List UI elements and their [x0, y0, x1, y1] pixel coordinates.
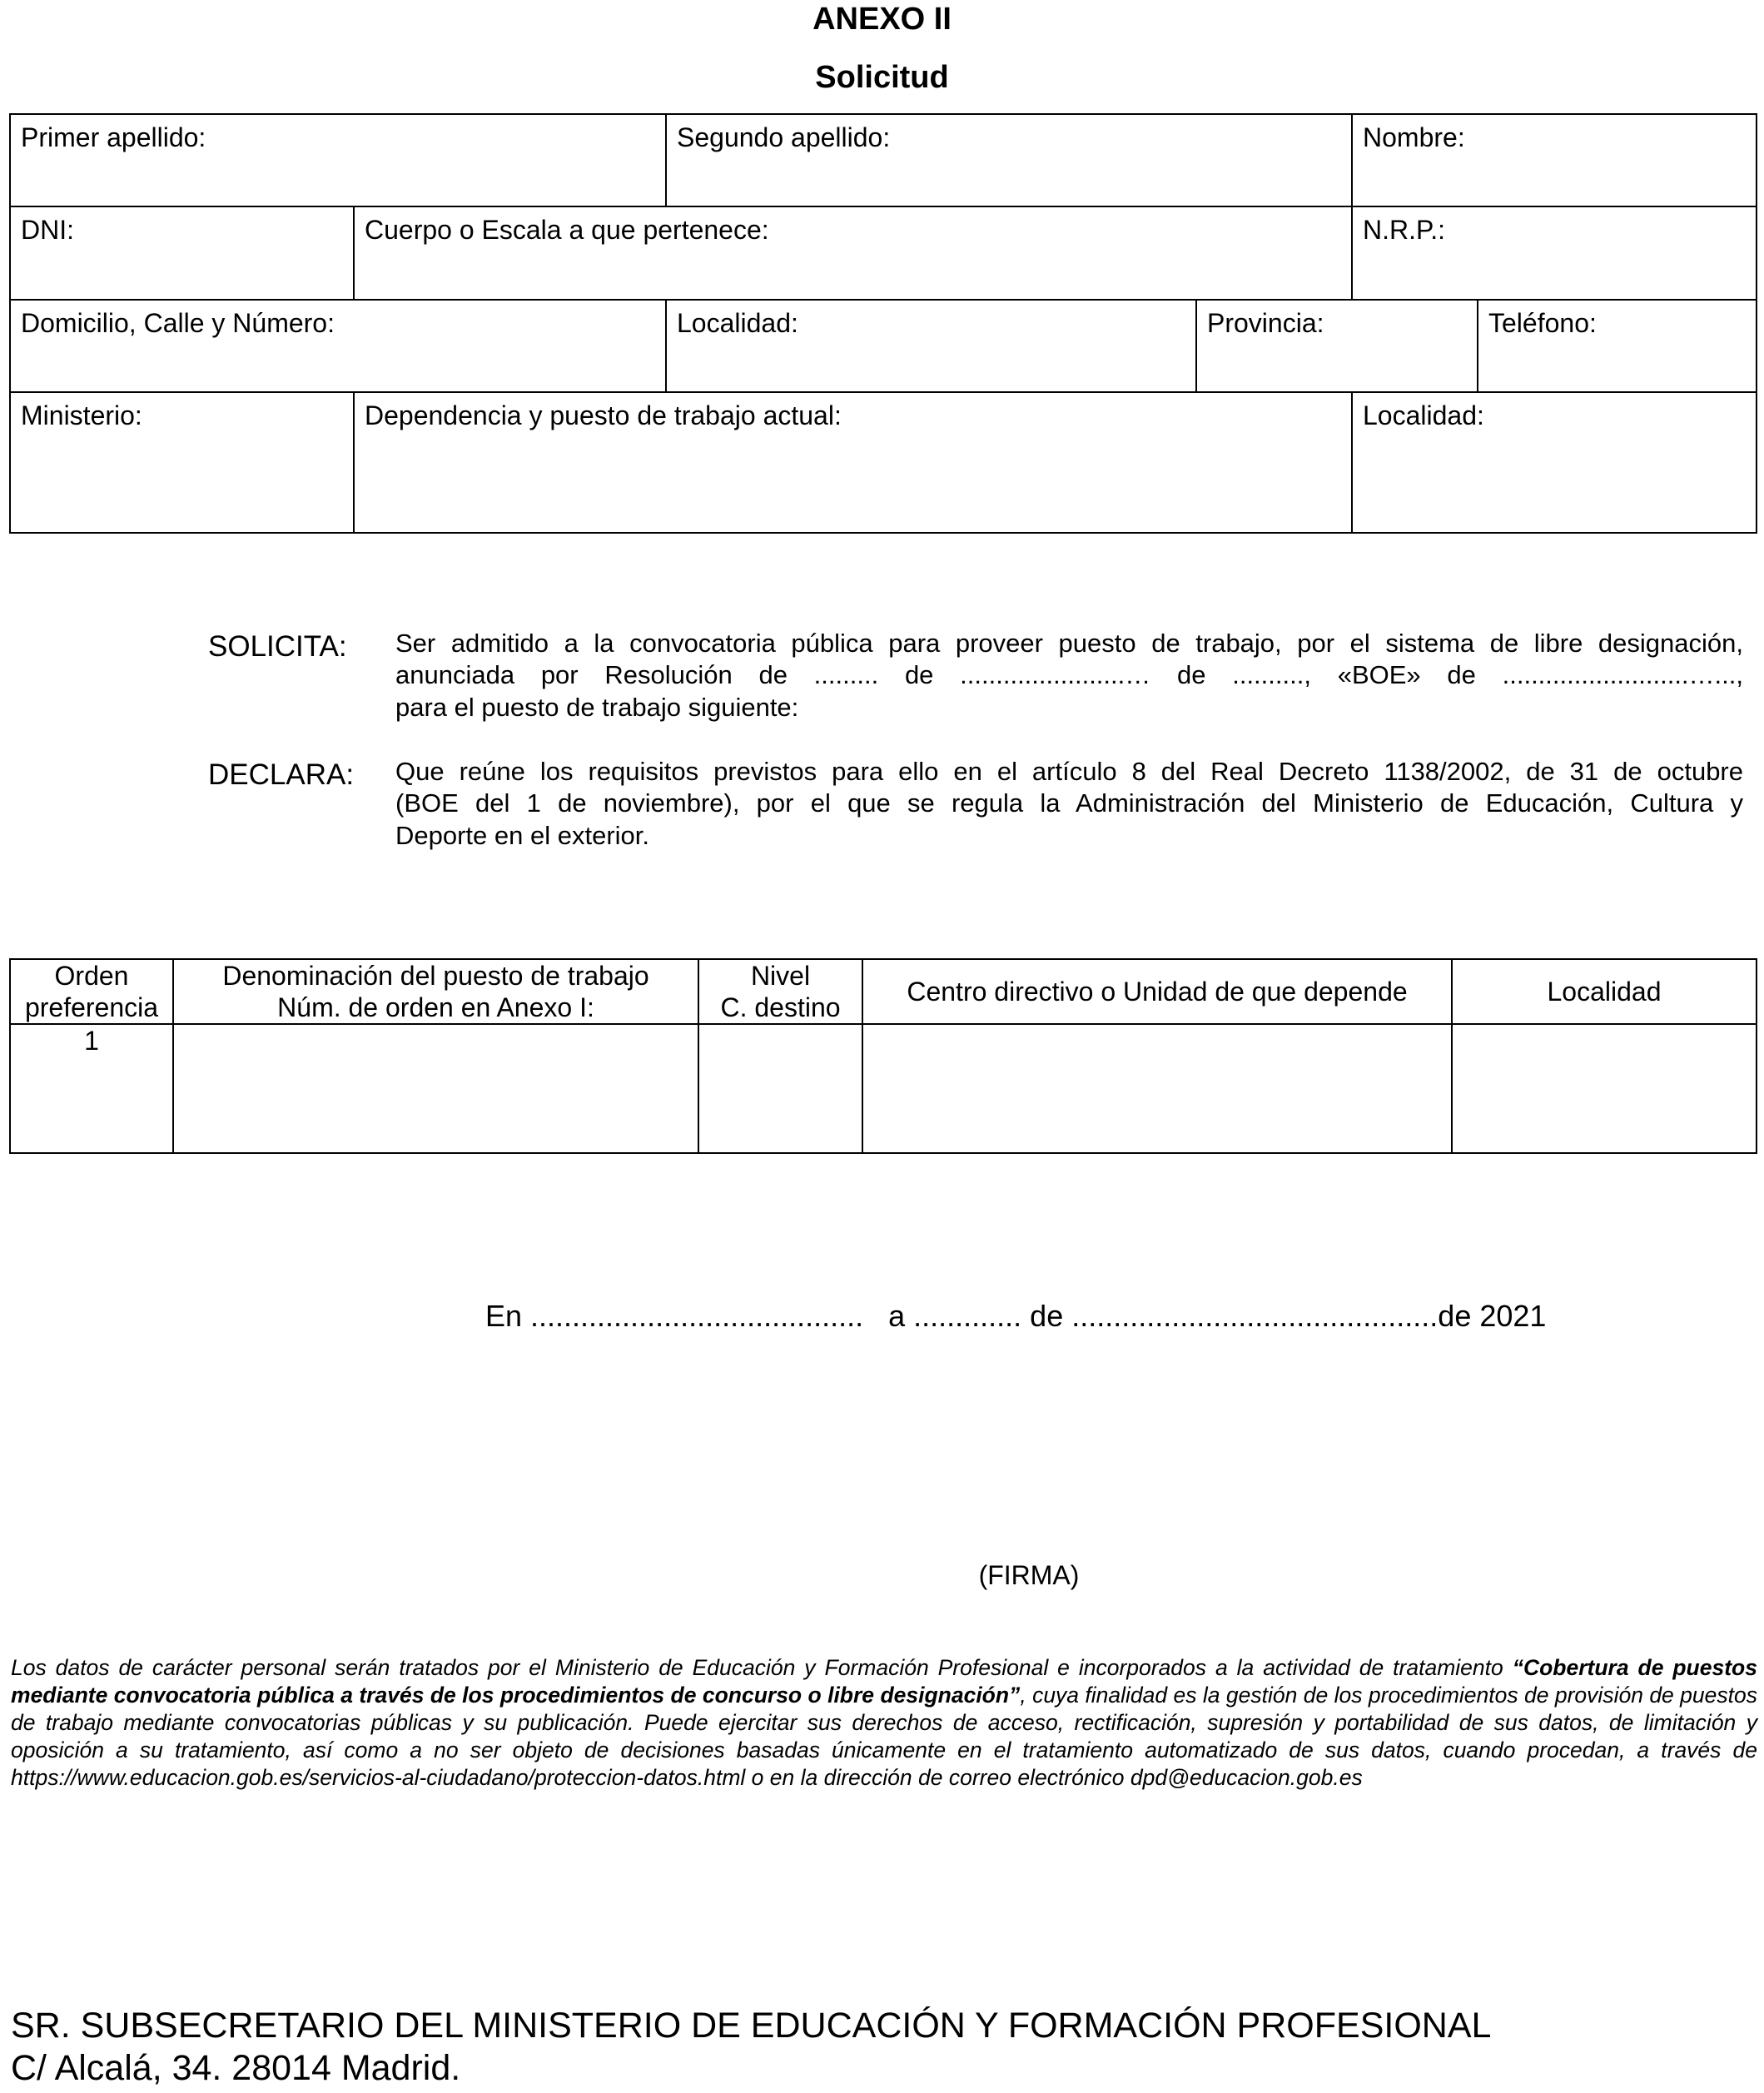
privacy-text-2: , cuya finalidad es la gestión de los procedimientos de provisión de puestos de trabajo mediante convocatorias públicas y su publicación. Puede ejercitar sus derechos de acceso, rectificación, supresión y portabilidad de sus datos, de limitación y oposición a su tratamiento, así como a no ser objeto de decisiones basadas únicamente en el tratamiento automatizado de sus datos, cuando procedan, a través de https://www.educacion.gob.es/servicios-al-ciudadano/proteccion-datos.html o en la dirección de correo electrónico dpd@educacion.gob.es [11, 1683, 1757, 1790]
solicita-line-2: anunciada por Resolución de ......... de .......................… de .........., «BOE» de ..........................…..., [395, 660, 1743, 689]
nivel-header-line-1: Nivel [750, 961, 811, 991]
provincia-field[interactable]: Provincia: [1197, 301, 1478, 391]
denominacion-header-line-2: Núm. de orden en Anexo I: [277, 992, 594, 1022]
nivel-header [698, 959, 862, 1024]
orden-header [10, 959, 173, 1024]
solicita-label: SOLICITA: [208, 630, 347, 663]
addressee-line-1: SR. SUBSECRETARIO DEL MINISTERIO DE EDUCACIÓN Y FORMACIÓN PROFESIONAL [11, 2006, 1492, 2046]
cuerpo-escala-field[interactable]: Cuerpo o Escala a que pertenece: [355, 207, 1353, 299]
positions-table [9, 958, 1757, 1154]
privacy-text-1: Los datos de carácter personal serán tratados por el Ministerio de Educación y Formación Profesional e incorporados a la actividad de tratamiento [11, 1655, 1513, 1680]
declara-label: DECLARA: [208, 758, 355, 791]
addressee-line-2: C/ Alcalá, 34. 28014 Madrid. [11, 2048, 461, 2088]
nrp-field[interactable]: N.R.P.: [1353, 207, 1757, 299]
orden-header-line-2: preferencia [24, 992, 159, 1022]
dependencia-field[interactable]: Dependencia y puesto de trabajo actual: [355, 393, 1353, 532]
date-line[interactable]: En ........................................ a ............. de ............................................de 2021 [485, 1299, 1547, 1333]
job-row [11, 393, 1757, 534]
nivel-cell[interactable] [698, 1024, 862, 1153]
solicita-line-3: para el puesto de trabajo siguiente: [395, 693, 799, 722]
domicilio-field[interactable]: Domicilio, Calle y Número: [11, 301, 667, 391]
annex-title: ANEXO II [812, 2, 952, 37]
ministerio-field[interactable]: Ministerio: [11, 393, 355, 532]
name-row [11, 115, 1757, 207]
solicita-line-1: Ser admitido a la convocatoria pública para proveer puesto de trabajo, por el sistema de libre designación, [395, 629, 1743, 658]
nombre-field[interactable]: Nombre: [1353, 115, 1757, 206]
signature-label: (FIRMA) [978, 1560, 1080, 1590]
dni-field[interactable]: DNI: [11, 207, 355, 299]
declara-line-3: Deporte en el exterior. [395, 821, 650, 850]
declara-line-2: (BOE del 1 de noviembre), por el que se regula la Administración del Ministerio de Educación, Cultura y [395, 788, 1743, 818]
table-row [10, 1024, 1757, 1153]
personal-data-grid [9, 113, 1757, 534]
privacy-notice [11, 1654, 1757, 1792]
table-header-row [10, 959, 1757, 1024]
form-title: Solicitud [815, 60, 949, 95]
denominacion-header [173, 959, 698, 1024]
nivel-header-line-2: C. destino [720, 992, 841, 1022]
id-row [11, 207, 1757, 301]
centro-header: Centro directivo o Unidad de que depende [862, 959, 1452, 1024]
localidad-header: Localidad [1452, 959, 1757, 1024]
localidad-cell[interactable] [1452, 1024, 1757, 1153]
primer-apellido-field[interactable]: Primer apellido: [11, 115, 667, 206]
address-row [11, 301, 1757, 393]
localidad-field[interactable]: Localidad: [667, 301, 1197, 391]
declara-line-1: Que reúne los requisitos previstos para ello en el artículo 8 del Real Decreto 1138/2002, de 31 de octubre [395, 757, 1743, 786]
orden-cell[interactable]: 1 [10, 1024, 173, 1153]
localidad-puesto-field[interactable]: Localidad: [1353, 393, 1757, 532]
privacy-activity-name: “Cobertura de puestos mediante convocatoria pública a través de los procedimientos de concurso o libre designación” [11, 1655, 1757, 1708]
centro-cell[interactable] [862, 1024, 1452, 1153]
denominacion-header-line-1: Denominación del puesto de trabajo [222, 961, 649, 991]
telefono-field[interactable]: Teléfono: [1478, 301, 1757, 391]
denominacion-cell[interactable] [173, 1024, 698, 1153]
orden-header-line-1: Orden [54, 961, 129, 991]
segundo-apellido-field[interactable]: Segundo apellido: [667, 115, 1353, 206]
